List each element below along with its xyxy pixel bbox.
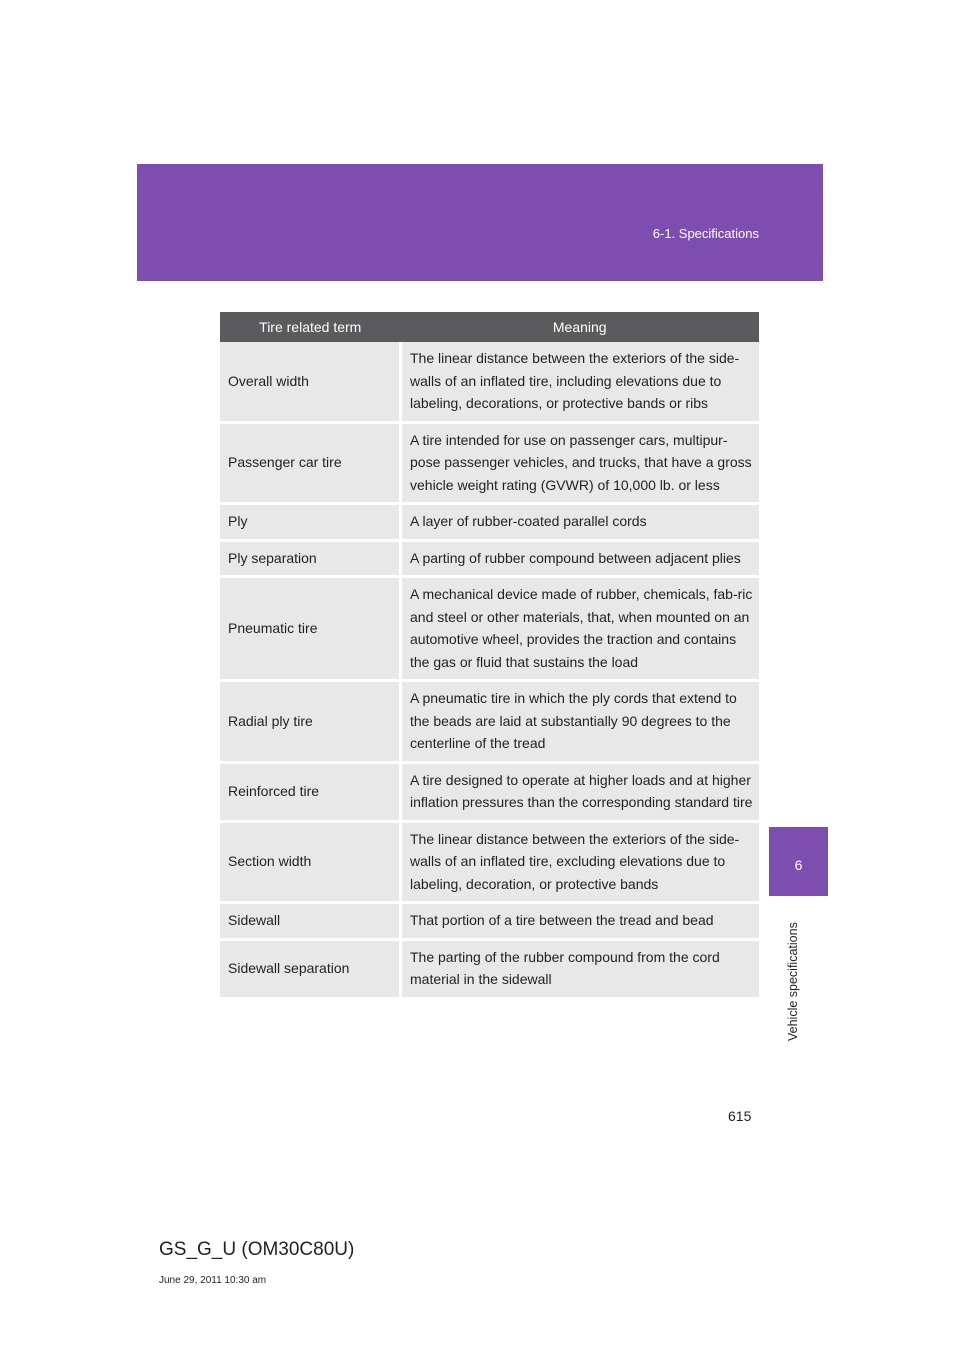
chapter-number: 6	[794, 857, 803, 873]
chapter-label: Vehicle specifications	[786, 922, 800, 1041]
table-row	[220, 577, 759, 681]
meaning-cell: A parting of rubber compound between adjacent plies	[401, 540, 760, 577]
term-cell: Overall width	[220, 342, 401, 422]
term-cell: Radial ply tire	[220, 681, 401, 763]
term-cell: Ply separation	[220, 540, 401, 577]
page-number: 615	[728, 1108, 752, 1124]
document-code: GS_G_U (OM30C80U)	[159, 1239, 355, 1260]
table-row	[220, 504, 759, 541]
meaning-cell: The linear distance between the exteriors of the side-walls of an inflated tire, including elevations due to labeling, decorations, or protective bands or ribs	[401, 342, 760, 422]
table-row	[220, 939, 759, 998]
meaning-cell: The parting of the rubber compound from the cord material in the sidewall	[401, 939, 760, 998]
meaning-cell: That portion of a tire between the tread and bead	[401, 903, 760, 940]
term-cell: Section width	[220, 821, 401, 903]
meaning-cell: A layer of rubber-coated parallel cords	[401, 504, 760, 541]
meaning-cell: A mechanical device made of rubber, chemicals, fab-ric and steel or other materials, that, when mounted on an automotive wheel, provides the traction and contains the gas or fluid that sustains the load	[401, 577, 760, 681]
table-header-row	[220, 312, 759, 342]
table-row	[220, 342, 759, 422]
header-meaning: Meaning	[401, 312, 760, 342]
header-band	[137, 164, 823, 281]
table-row	[220, 762, 759, 821]
section-title: 6-1. Specifications	[652, 226, 759, 241]
term-cell: Sidewall	[220, 903, 401, 940]
meaning-cell: The linear distance between the exteriors of the side-walls of an inflated tire, excluding elevations due to labeling, decoration, or protective bands	[401, 821, 760, 903]
tire-terms-table	[220, 312, 759, 1000]
term-cell: Passenger car tire	[220, 422, 401, 504]
term-cell: Ply	[220, 504, 401, 541]
term-cell: Sidewall separation	[220, 939, 401, 998]
chapter-label-container	[785, 900, 801, 1041]
meaning-cell: A pneumatic tire in which the ply cords that extend to the beads are laid at substantially 90 degrees to the centerline of the tread	[401, 681, 760, 763]
term-cell: Pneumatic tire	[220, 577, 401, 681]
chapter-tab	[769, 827, 828, 896]
document-date: June 29, 2011 10:30 am	[159, 1275, 267, 1286]
term-cell: Reinforced tire	[220, 762, 401, 821]
meaning-cell: A tire designed to operate at higher loads and at higher inflation pressures than the corresponding standard tire	[401, 762, 760, 821]
table-row	[220, 422, 759, 504]
table-row	[220, 540, 759, 577]
meaning-cell: A tire intended for use on passenger cars, multipur-pose passenger vehicles, and trucks, that have a gross vehicle weight rating (GVWR) of 10,000 lb. or less	[401, 422, 760, 504]
table-row	[220, 903, 759, 940]
table-row	[220, 821, 759, 903]
table-row	[220, 681, 759, 763]
header-term: Tire related term	[220, 312, 401, 342]
